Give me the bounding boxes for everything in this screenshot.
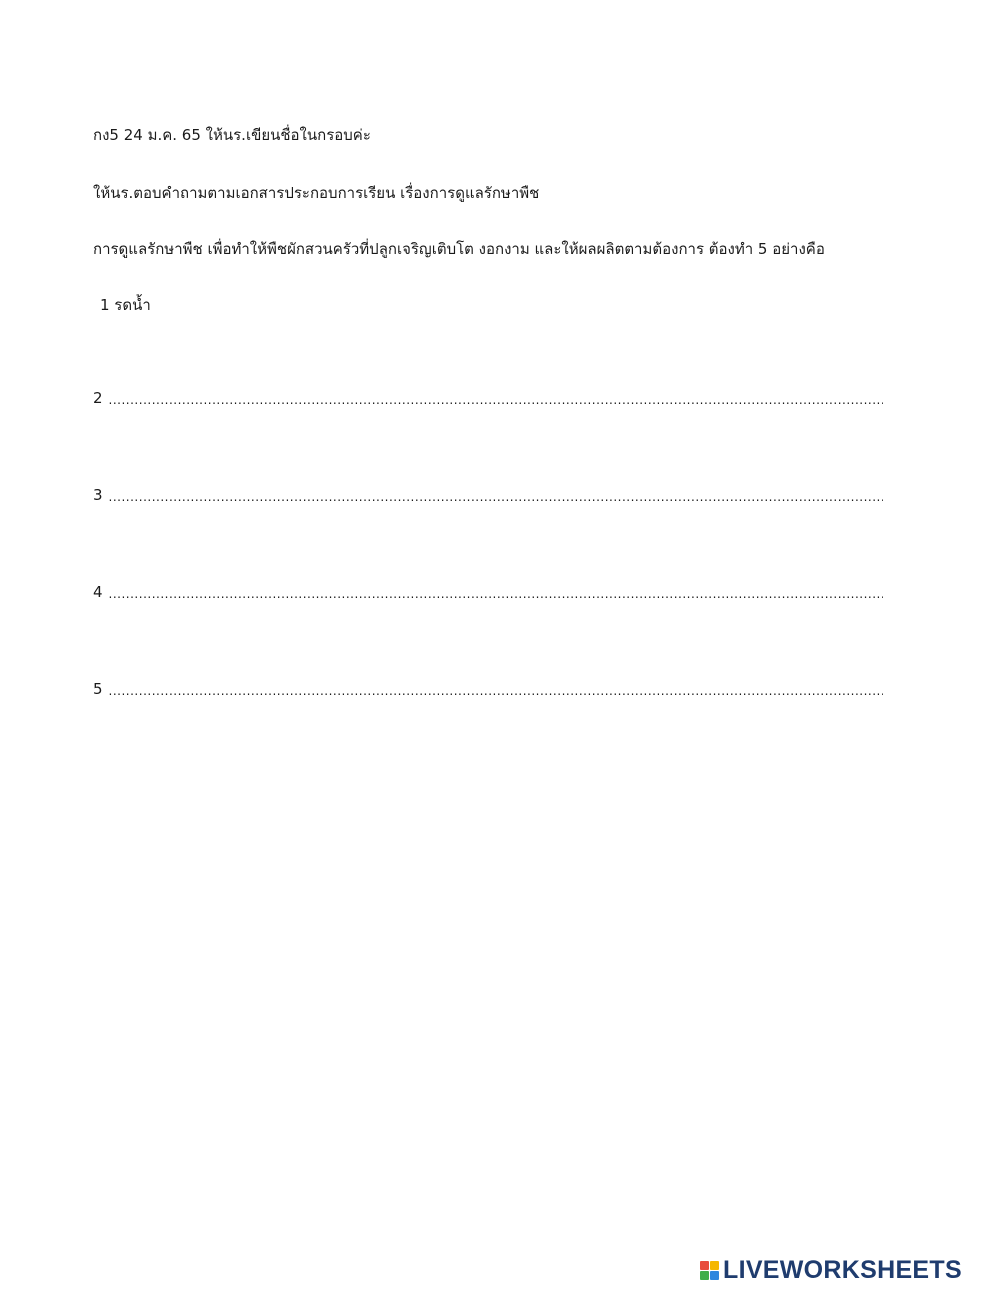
answer-item-2[interactable]: [93, 389, 883, 408]
answer-blank[interactable]: [109, 490, 883, 506]
logo-icon: [700, 1261, 719, 1280]
liveworksheets-logo: [700, 1256, 962, 1284]
answer-number: 3: [93, 486, 103, 504]
answer-number: 5: [93, 680, 103, 698]
answer-item-5[interactable]: [93, 680, 883, 699]
answer-blank[interactable]: [109, 393, 883, 409]
answer-number: 4: [93, 583, 103, 601]
question-line: การดูแลรักษาพืช เพื่อทำให้พืชผักสวนครัวที่ปลูกเจริญเติบโต งอกงาม และให้ผลผลิตตามต้องการ ต้องทำ 5 อย่างคือ: [93, 240, 825, 258]
answer-number: 2: [93, 389, 103, 407]
answer-blank[interactable]: [109, 587, 883, 603]
answer-blank[interactable]: [109, 684, 883, 700]
logo-text: LIVEWORKSHEETS: [723, 1255, 962, 1284]
header-line: กง5 24 ม.ค. 65 ให้นร.เขียนชื่อในกรอบค่ะ: [93, 126, 371, 144]
answer-item-1: 1 รดน้ำ: [100, 296, 151, 314]
answer-item-4[interactable]: [93, 583, 883, 602]
answer-item-3[interactable]: [93, 486, 883, 505]
instruction-line: ให้นร.ตอบคำถามตามเอกสารประกอบการเรียน เรื่องการดูแลรักษาพืช: [93, 184, 540, 202]
